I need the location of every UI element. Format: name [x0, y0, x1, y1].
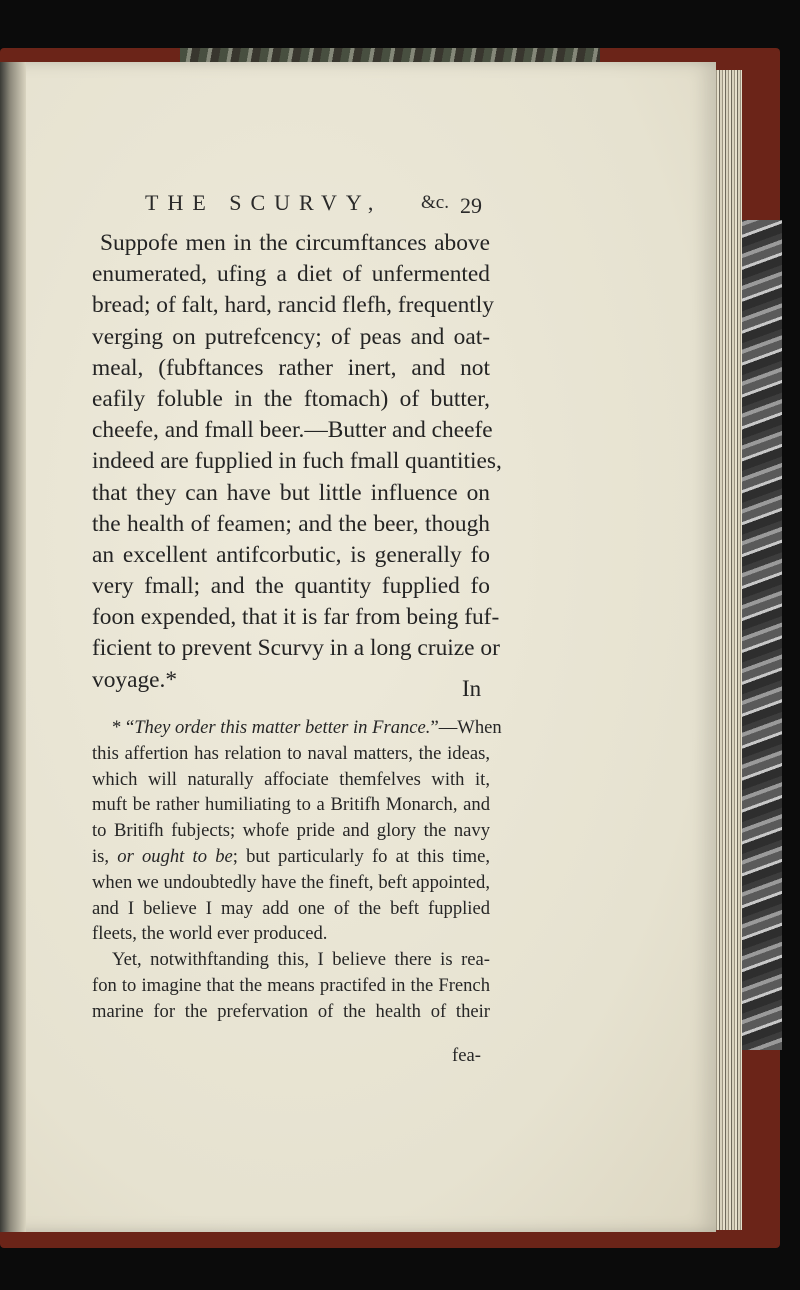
body-line: eafily foluble in the ftomach) of butter, [92, 385, 490, 412]
footnote-catchword: fea- [452, 1045, 481, 1066]
body-line: the health of feamen; and the beer, though [92, 510, 490, 537]
footnote [92, 715, 502, 1025]
body-line: Suppofe men in the circumftances above [100, 230, 490, 256]
footnote-line-end: ”—When [430, 717, 502, 738]
marbled-edge-top [180, 48, 600, 62]
footnote-line: when we undoubtedly have the fineft, beft appointed, [92, 871, 490, 893]
body-line: indeed are fupplied in fuch fmall quantities, [92, 448, 502, 475]
catchword: In [462, 676, 482, 701]
body-line: an excellent antifcorbutic, is generally fo [92, 541, 490, 568]
page-gutter [0, 62, 26, 1232]
running-head-etc: &c. [421, 192, 449, 213]
body-line: enumerated, ufing a diet of unfermented [92, 261, 490, 288]
footnote-line: Yet, notwithftanding this, I believe there is rea- [112, 949, 490, 971]
body-line: verging on putrefcency; of peas and oat- [92, 323, 490, 350]
body-text [92, 228, 502, 696]
page-number: 29 [460, 193, 482, 218]
footnote-line6-start: is, [92, 845, 110, 867]
footnote-line: fon to imagine that the means practifed in the French [92, 974, 490, 996]
footnote-mark: * “ [112, 717, 135, 738]
footnote-quote: They order this matter better in France. [134, 717, 431, 738]
body-line: bread; of falt, hard, rancid flefh, frequently [92, 292, 495, 319]
footnote-line [92, 715, 502, 741]
body-line: foon expended, that it is far from being fuf- [92, 604, 500, 631]
footnote-line: this affertion has relation to naval matters, the ideas, [92, 742, 490, 764]
footnote-line6-rest: ; but particularly fo at this time, [232, 845, 490, 867]
body-line: voyage.* [92, 666, 178, 693]
body-line: very fmall; and the quantity fupplied fo [92, 573, 490, 600]
body-line: cheefe, and fmall beer.—Butter and cheefe [92, 417, 493, 444]
footnote-line: and I believe I may add one of the beft fupplied [92, 897, 490, 919]
footnote-italic-phrase: or ought to be [117, 845, 233, 867]
footnote-line: fleets, the world ever produced. [92, 923, 328, 945]
body-line: ficient to prevent Scurvy in a long cruize or [92, 635, 500, 662]
running-head: THE SCURVY, [145, 190, 383, 215]
body-line: that they can have but little influence on [92, 479, 490, 506]
page-header [145, 190, 485, 224]
body-line: meal, (fubftances rather inert, and not [92, 354, 490, 381]
footnote-line: muft be rather humiliating to a Britifh Monarch, and [92, 794, 490, 816]
footnote-line: to Britifh fubjects; whofe pride and glory the navy [92, 820, 490, 842]
footnote-line: which will naturally affociate themfelves with it, [92, 768, 490, 790]
footnote-line: marine for the prefervation of the health of their [92, 1000, 490, 1022]
footnote-line [92, 844, 490, 870]
